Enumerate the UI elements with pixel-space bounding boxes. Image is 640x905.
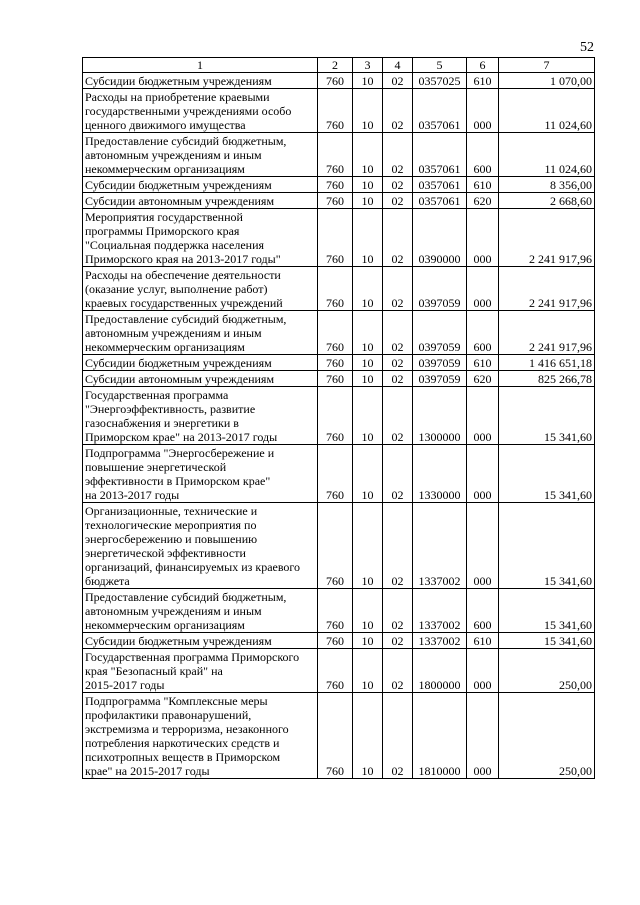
section-code-cell: 10 [353, 387, 383, 445]
subsection-code-cell: 02 [383, 649, 413, 693]
target-item-cell: 0397059 [413, 311, 467, 355]
target-item-cell: 0397059 [413, 355, 467, 371]
section-code-cell: 10 [353, 503, 383, 589]
row-name-cell: Субсидии бюджетным учреждениям [83, 633, 318, 649]
row-name-cell: Подпрограмма "Энергосбережение и повышение энергетической эффективности в Приморском крае" на 2013-2017 годы [83, 445, 318, 503]
target-item-cell: 1337002 [413, 503, 467, 589]
row-name-cell: Предоставление субсидий бюджетным, автономным учреждениям и иным некоммерческим организациям [83, 133, 318, 177]
ministry-code-cell: 760 [318, 371, 353, 387]
target-item-cell: 0397059 [413, 371, 467, 387]
expense-type-cell: 000 [467, 649, 499, 693]
expense-type-cell: 000 [467, 387, 499, 445]
amount-cell: 250,00 [499, 693, 595, 779]
subsection-code-cell: 02 [383, 355, 413, 371]
expense-type-cell: 000 [467, 503, 499, 589]
page-number: 52 [580, 40, 594, 55]
target-item-cell: 0357061 [413, 89, 467, 133]
amount-cell: 15 341,60 [499, 503, 595, 589]
row-name-cell: Субсидии бюджетным учреждениям [83, 355, 318, 371]
subsection-code-cell: 02 [383, 89, 413, 133]
amount-cell: 2 241 917,96 [499, 311, 595, 355]
expense-type-cell: 610 [467, 633, 499, 649]
section-code-cell: 10 [353, 693, 383, 779]
subsection-code-cell: 02 [383, 311, 413, 355]
ministry-code-cell: 760 [318, 633, 353, 649]
subsection-code-cell: 02 [383, 633, 413, 649]
subsection-code-cell: 02 [383, 589, 413, 633]
section-code-cell: 10 [353, 209, 383, 267]
table-row [83, 371, 595, 387]
section-code-cell: 10 [353, 267, 383, 311]
target-item-cell: 0357061 [413, 193, 467, 209]
row-name-cell: Расходы на приобретение краевыми государственными учреждениями особо ценного движимого имущества [83, 89, 318, 133]
header-col-1: 1 [83, 58, 318, 73]
row-name-cell: Расходы на обеспечение деятельности (оказание услуг, выполнение работ) краевых государственных учреждений [83, 267, 318, 311]
ministry-code-cell: 760 [318, 73, 353, 89]
expense-type-cell: 610 [467, 355, 499, 371]
header-col-3: 3 [353, 58, 383, 73]
ministry-code-cell: 760 [318, 445, 353, 503]
amount-cell: 250,00 [499, 649, 595, 693]
section-code-cell: 10 [353, 633, 383, 649]
ministry-code-cell: 760 [318, 693, 353, 779]
amount-cell: 15 341,60 [499, 387, 595, 445]
subsection-code-cell: 02 [383, 73, 413, 89]
row-name-cell: Государственная программа Приморского края "Безопасный край" на 2015-2017 годы [83, 649, 318, 693]
expense-type-cell: 610 [467, 73, 499, 89]
amount-cell: 15 341,60 [499, 589, 595, 633]
amount-cell: 8 356,00 [499, 177, 595, 193]
subsection-code-cell: 02 [383, 693, 413, 779]
section-code-cell: 10 [353, 73, 383, 89]
section-code-cell: 10 [353, 193, 383, 209]
header-col-6: 6 [467, 58, 499, 73]
amount-cell: 1 070,00 [499, 73, 595, 89]
table-row [83, 589, 595, 633]
header-col-5: 5 [413, 58, 467, 73]
row-name-cell: Подпрограмма "Комплексные меры профилактики правонарушений, экстремизма и терроризма, незаконного потребления наркотических средств и психотропных веществ в Приморском крае" на 2015-2017 годы [83, 693, 318, 779]
section-code-cell: 10 [353, 589, 383, 633]
expense-type-cell: 000 [467, 209, 499, 267]
header-col-2: 2 [318, 58, 353, 73]
expense-type-cell: 600 [467, 133, 499, 177]
target-item-cell: 1800000 [413, 649, 467, 693]
table-row [83, 73, 595, 89]
subsection-code-cell: 02 [383, 177, 413, 193]
ministry-code-cell: 760 [318, 387, 353, 445]
table-row [83, 177, 595, 193]
table-header [83, 58, 595, 73]
section-code-cell: 10 [353, 177, 383, 193]
amount-cell: 2 241 917,96 [499, 267, 595, 311]
header-col-4: 4 [383, 58, 413, 73]
amount-cell: 2 668,60 [499, 193, 595, 209]
row-name-cell: Мероприятия государственной программы Приморского края "Социальная поддержка населения Приморского края на 2013-2017 годы" [83, 209, 318, 267]
ministry-code-cell: 760 [318, 311, 353, 355]
table-row [83, 649, 595, 693]
section-code-cell: 10 [353, 355, 383, 371]
row-name-cell: Субсидии бюджетным учреждениям [83, 73, 318, 89]
amount-cell: 2 241 917,96 [499, 209, 595, 267]
expense-type-cell: 600 [467, 311, 499, 355]
ministry-code-cell: 760 [318, 503, 353, 589]
section-code-cell: 10 [353, 89, 383, 133]
ministry-code-cell: 760 [318, 267, 353, 311]
target-item-cell: 1300000 [413, 387, 467, 445]
table-row [83, 693, 595, 779]
header-row [83, 58, 595, 73]
section-code-cell: 10 [353, 445, 383, 503]
ministry-code-cell: 760 [318, 209, 353, 267]
table-row [83, 89, 595, 133]
target-item-cell: 0390000 [413, 209, 467, 267]
budget-table [82, 57, 595, 779]
row-name-cell: Субсидии автономным учреждениям [83, 193, 318, 209]
expense-type-cell: 610 [467, 177, 499, 193]
section-code-cell: 10 [353, 649, 383, 693]
section-code-cell: 10 [353, 371, 383, 387]
expense-type-cell: 000 [467, 693, 499, 779]
subsection-code-cell: 02 [383, 209, 413, 267]
amount-cell: 11 024,60 [499, 89, 595, 133]
table-row [83, 267, 595, 311]
row-name-cell: Государственная программа "Энергоэффективность, развитие газоснабжения и энергетики в Приморском крае" на 2013-2017 годы [83, 387, 318, 445]
table-row [83, 387, 595, 445]
target-item-cell: 0357025 [413, 73, 467, 89]
subsection-code-cell: 02 [383, 193, 413, 209]
table-row [83, 193, 595, 209]
target-item-cell: 0397059 [413, 267, 467, 311]
expense-type-cell: 600 [467, 589, 499, 633]
table-row [83, 311, 595, 355]
amount-cell: 11 024,60 [499, 133, 595, 177]
row-name-cell: Предоставление субсидий бюджетным, автономным учреждениям и иным некоммерческим организациям [83, 311, 318, 355]
table-row [83, 503, 595, 589]
section-code-cell: 10 [353, 311, 383, 355]
ministry-code-cell: 760 [318, 649, 353, 693]
row-name-cell: Организационные, технические и технологические мероприятия по энергосбережению и повышению энергетической эффективности организаций, финансируемых из краевого бюджета [83, 503, 318, 589]
target-item-cell: 0357061 [413, 177, 467, 193]
expense-type-cell: 000 [467, 267, 499, 311]
expense-type-cell: 000 [467, 89, 499, 133]
table-row [83, 445, 595, 503]
subsection-code-cell: 02 [383, 387, 413, 445]
subsection-code-cell: 02 [383, 133, 413, 177]
subsection-code-cell: 02 [383, 371, 413, 387]
row-name-cell: Предоставление субсидий бюджетным, автономным учреждениям и иным некоммерческим организациям [83, 589, 318, 633]
target-item-cell: 1337002 [413, 633, 467, 649]
expense-type-cell: 000 [467, 445, 499, 503]
header-col-7: 7 [499, 58, 595, 73]
ministry-code-cell: 760 [318, 193, 353, 209]
row-name-cell: Субсидии автономным учреждениям [83, 371, 318, 387]
section-code-cell: 10 [353, 133, 383, 177]
ministry-code-cell: 760 [318, 89, 353, 133]
table-row [83, 133, 595, 177]
table-body [83, 73, 595, 779]
ministry-code-cell: 760 [318, 133, 353, 177]
table-row [83, 209, 595, 267]
expense-type-cell: 620 [467, 193, 499, 209]
table-row [83, 633, 595, 649]
target-item-cell: 1810000 [413, 693, 467, 779]
ministry-code-cell: 760 [318, 177, 353, 193]
target-item-cell: 1330000 [413, 445, 467, 503]
subsection-code-cell: 02 [383, 445, 413, 503]
amount-cell: 15 341,60 [499, 445, 595, 503]
row-name-cell: Субсидии бюджетным учреждениям [83, 177, 318, 193]
amount-cell: 15 341,60 [499, 633, 595, 649]
target-item-cell: 1337002 [413, 589, 467, 633]
amount-cell: 1 416 651,18 [499, 355, 595, 371]
ministry-code-cell: 760 [318, 589, 353, 633]
target-item-cell: 0357061 [413, 133, 467, 177]
amount-cell: 825 266,78 [499, 371, 595, 387]
subsection-code-cell: 02 [383, 503, 413, 589]
subsection-code-cell: 02 [383, 267, 413, 311]
expense-type-cell: 620 [467, 371, 499, 387]
ministry-code-cell: 760 [318, 355, 353, 371]
table-row [83, 355, 595, 371]
